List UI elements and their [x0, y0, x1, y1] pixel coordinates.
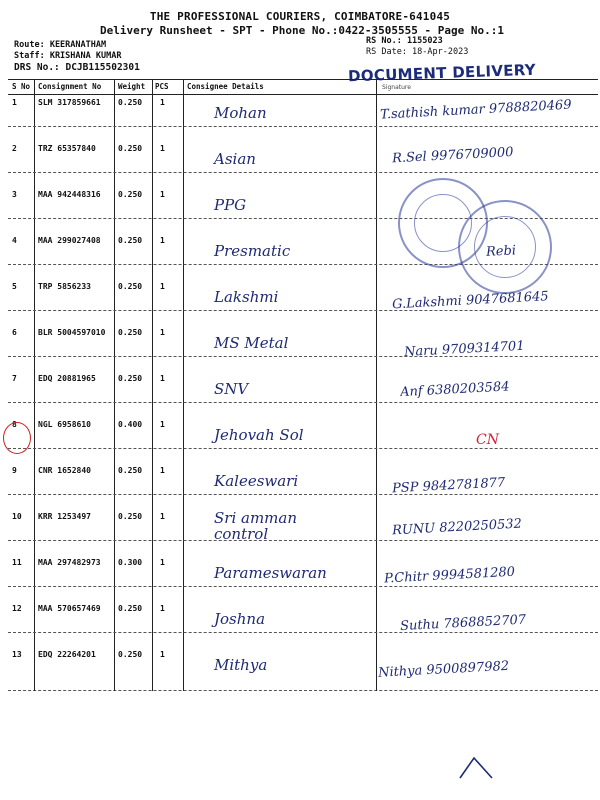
row-consignment: MAA 570657469	[38, 604, 101, 613]
header-consignment: Consignment No	[38, 82, 102, 91]
row-sno: 9	[12, 466, 17, 475]
row-pcs: 1	[160, 466, 165, 475]
row-consignment: MAA 297482973	[38, 558, 101, 567]
row-divider	[8, 356, 598, 357]
document-delivery-stamp: DOCUMENT DELIVERY	[347, 60, 537, 86]
row-sno: 11	[12, 558, 22, 567]
row-sno: 8	[12, 420, 17, 429]
row-consignee: PPG	[214, 196, 247, 214]
row-pcs: 1	[160, 512, 165, 521]
row-pcs: 1	[160, 144, 165, 153]
column-divider	[152, 79, 153, 691]
row-consignee: Presmatic	[214, 242, 291, 260]
row-divider	[8, 448, 598, 449]
row-sno: 1	[12, 98, 17, 107]
row-divider	[8, 540, 598, 541]
row-signature: G.Lakshmi 9047681645	[391, 289, 550, 313]
row-pcs: 1	[160, 558, 165, 567]
row-signature: RUNU 8220250532	[391, 516, 523, 539]
row-consignment: TRZ 65357840	[38, 144, 96, 153]
row-divider	[8, 126, 598, 127]
rs-info	[366, 36, 468, 58]
row-consignment: KRR 1253497	[38, 512, 91, 521]
row-signature: Nithya 9500897982	[377, 658, 510, 681]
row-consignee: Asian	[214, 150, 256, 168]
table-header-border	[8, 94, 598, 95]
row-pcs: 1	[160, 236, 165, 245]
header-sno: S No	[12, 82, 31, 91]
column-divider	[376, 79, 377, 691]
row-pcs: 1	[160, 604, 165, 613]
row-consignee: Mohan	[214, 104, 267, 122]
table-bottom-border	[8, 690, 598, 691]
company-title: THE PROFESSIONAL COURIERS, COIMBATORE-641045	[149, 10, 451, 23]
row-consignee: MS Metal	[214, 334, 289, 352]
row-consignee: Mithya	[214, 656, 268, 674]
row-signature: PSP 9842781877	[391, 475, 506, 497]
header-pcs: PCS	[155, 82, 169, 91]
row-sno: 12	[12, 604, 22, 613]
row-pcs: 1	[160, 328, 165, 337]
row-weight: 0.250	[118, 328, 143, 337]
row-consignment: EDQ 22264201	[38, 650, 96, 659]
row-signature: R.Sel 9976709000	[391, 144, 514, 167]
row-weight: 0.250	[118, 236, 143, 245]
staff-label: Staff: KRISHANA KUMAR	[14, 51, 122, 61]
row-consignee: Lakshmi	[214, 288, 279, 306]
row-signature: Suthu 7868852707	[399, 612, 527, 635]
column-divider	[114, 79, 115, 691]
row-consignment: MAA 942448316	[38, 190, 101, 199]
row-signature: Anf 6380203584	[399, 379, 510, 401]
row-consignment: EDQ 20881965	[38, 374, 96, 383]
row-consignee: Kaleeswari	[214, 472, 299, 490]
row-consignee: Joshna	[214, 610, 266, 628]
row-divider	[8, 172, 598, 173]
row-weight: 0.250	[118, 374, 143, 383]
row-consignee: Parameswaran	[214, 564, 327, 582]
row-consignment: SLM 317859661	[38, 98, 101, 107]
row-sno: 5	[12, 282, 17, 291]
table-top-border	[8, 79, 598, 80]
row-weight: 0.250	[118, 190, 143, 199]
rs-date: RS Date: 18-Apr-2023	[366, 47, 469, 57]
row-consignment: MAA 299027408	[38, 236, 101, 245]
institution-seal	[458, 200, 552, 294]
row-weight: 0.250	[118, 98, 143, 107]
cn-mark: CN	[476, 432, 499, 448]
row-pcs: 1	[160, 420, 165, 429]
row-weight: 0.250	[118, 282, 143, 291]
row-consignment: TRP 5856233	[38, 282, 91, 291]
row-weight: 0.300	[118, 558, 143, 567]
row-signature: P.Chitr 9994581280	[383, 564, 516, 587]
row-divider	[8, 494, 598, 495]
row-consignment: CNR 1652840	[38, 466, 91, 475]
column-divider	[34, 79, 35, 691]
row-signature: T.sathish kumar 9788820469	[379, 97, 572, 123]
row-divider	[8, 586, 598, 587]
row-divider	[8, 402, 598, 403]
row-weight: 0.250	[118, 650, 143, 659]
header-consignee: Consignee Details	[187, 82, 264, 91]
row-sno: 4	[12, 236, 17, 245]
rs-number: RS No.: 1155023	[366, 36, 443, 46]
column-divider	[183, 79, 184, 691]
row-weight: 0.250	[118, 466, 143, 475]
route-info	[14, 40, 140, 73]
row-consignment: NGL 6958610	[38, 420, 91, 429]
row-consignee: Jehovah Sol	[214, 426, 304, 444]
drs-label: DRS No.: DCJB115502301	[14, 62, 140, 73]
row-consignee: SNV	[214, 380, 249, 398]
row-sno: 13	[12, 650, 22, 659]
row-sno: 3	[12, 190, 17, 199]
row-pcs: 1	[160, 650, 165, 659]
row-signature: Rebi	[485, 243, 517, 260]
route-label: Route: KEERANATHAM	[14, 40, 107, 50]
row-pcs: 1	[160, 374, 165, 383]
row-divider	[8, 632, 598, 633]
row-sno: 6	[12, 328, 17, 337]
header-signature: Signature	[382, 84, 411, 91]
tick-mark-icon	[458, 752, 498, 782]
row-8-circle-mark	[3, 422, 31, 454]
row-sno: 10	[12, 512, 22, 521]
row-consignment: BLR 5004597010	[38, 328, 106, 337]
runsheet-title: Delivery Runsheet - SPT - Phone No.:0422-3505555 - Page No.:1	[100, 24, 504, 37]
row-pcs: 1	[160, 190, 165, 199]
row-weight: 0.250	[118, 512, 143, 521]
row-weight: 0.250	[118, 604, 143, 613]
row-pcs: 1	[160, 98, 165, 107]
header-weight: Weight	[118, 82, 146, 91]
row-weight: 0.400	[118, 420, 143, 429]
row-signature: Naru 9709314701	[403, 338, 525, 361]
row-weight: 0.250	[118, 144, 143, 153]
row-sno: 7	[12, 374, 17, 383]
row-pcs: 1	[160, 282, 165, 291]
row-consignee: Sri amman control	[214, 509, 298, 543]
row-divider	[8, 310, 598, 311]
row-sno: 2	[12, 144, 17, 153]
